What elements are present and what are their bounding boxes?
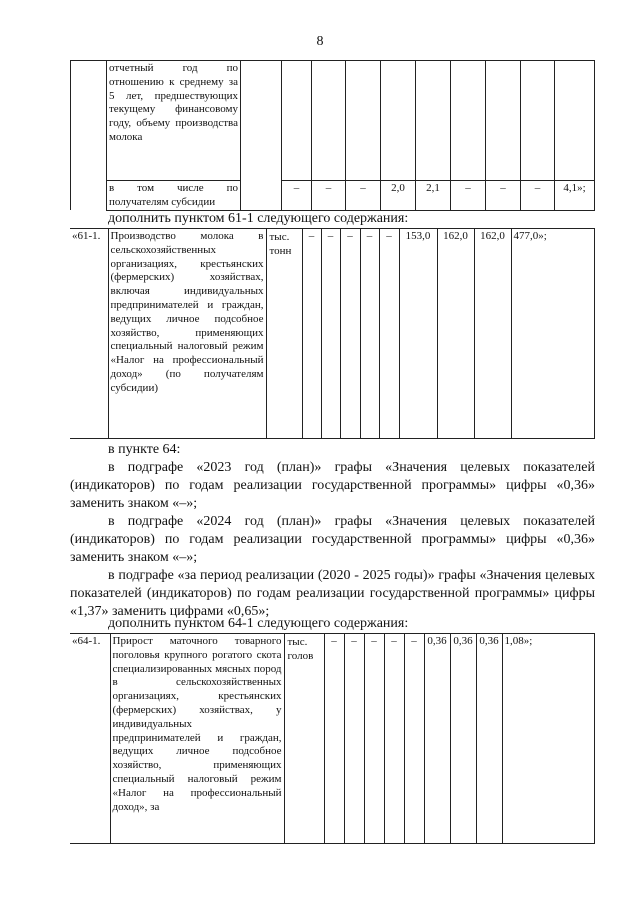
- item-number: «64-1.: [70, 634, 110, 844]
- unit-cell: тыс. голов: [284, 634, 324, 844]
- table-row: [71, 181, 595, 211]
- paragraph-period-2020-2025: в подграфе «за период реализации (2020 - 2025 годы)» графы «Значения целевых показателей (индикаторов) по годам реализации государственной программы» цифры «1,37» заменить цифрами «0,65»;: [70, 568, 595, 619]
- value-cell: –: [302, 229, 321, 439]
- value-cell: –: [321, 229, 340, 439]
- table-row: [71, 61, 595, 181]
- value-cell: 0,36: [450, 634, 476, 844]
- value-cell: –: [324, 634, 344, 844]
- value-cell: –: [486, 181, 521, 211]
- table-row: [70, 634, 594, 844]
- value-cell: –: [404, 634, 424, 844]
- add-item-64-1-line: дополнить пунктом 64-1 следующего содержания:: [108, 616, 409, 631]
- value-cell: –: [451, 181, 486, 211]
- value-cell: –: [521, 181, 555, 211]
- value-cell: –: [384, 634, 404, 844]
- item-64-heading: в пункте 64:: [108, 442, 181, 457]
- unit-cell: тыс. тонн: [266, 229, 302, 439]
- indicator-name: в том числе по получателям субсидии: [107, 181, 241, 211]
- item-number: «61-1.: [70, 229, 108, 439]
- table-item-64-1: [70, 633, 595, 844]
- page-number: 8: [316, 34, 324, 49]
- value-cell: –: [360, 229, 379, 439]
- value-cell: 162,0: [437, 229, 474, 439]
- value-cell: 153,0: [399, 229, 437, 439]
- cell-unit: [241, 61, 282, 211]
- table-row: [70, 229, 594, 439]
- table-item-61-continuation: [70, 60, 595, 211]
- value-cell: 162,0: [474, 229, 511, 439]
- value-cell: –: [282, 181, 312, 211]
- value-cell: 477,0»;: [511, 229, 594, 439]
- value-cell: 4,1»;: [555, 181, 595, 211]
- value-cell: –: [346, 181, 381, 211]
- indicator-name: отчетный год по отношению к среднему за 5 лет, предшествующих текущему финансовому году, объему производства молока: [107, 61, 241, 181]
- value-cell: –: [344, 634, 364, 844]
- add-item-61-1-line: дополнить пунктом 61-1 следующего содержания:: [108, 211, 409, 226]
- table-item-61-1: [70, 228, 595, 439]
- value-cell: –: [364, 634, 384, 844]
- value-cell: –: [379, 229, 399, 439]
- value-cell: 2,0: [381, 181, 416, 211]
- indicator-name: Прирост маточного товарного поголовья крупного рогатого скота специализированных мясных пород в сельскохозяйственных организациях, крестьянских (фермерских) хозяйствах, у индивидуальных предпринимателей и граждан, ведущих личное подсобное хозяйство, применяющих специальный налоговый режим «Налог на профессиональный доход», за: [110, 634, 284, 844]
- value-cell: –: [312, 181, 346, 211]
- value-cell: 2,1: [416, 181, 451, 211]
- paragraph-2024-plan: в подграфе «2024 год (план)» графы «Значения целевых показателей (индикаторов) по годам реализации государственной программы» цифры «0,36» заменить знаком «–»;: [70, 514, 595, 565]
- value-cell: 0,36: [424, 634, 450, 844]
- value-cell: 0,36: [476, 634, 502, 844]
- value-cell: 1,08»;: [502, 634, 594, 844]
- indicator-name: Производство молока в сельскохозяйственных организациях, крестьянских (фермерских) хозяйствах, включая индивидуальных предпринимателей и граждан, ведущих личное подсобное хозяйство, применяющих специальный налоговый режим «Налог на профессиональный доход» (по получателям субсидии): [108, 229, 266, 439]
- paragraph-2023-plan: в подграфе «2023 год (план)» графы «Значения целевых показателей (индикаторов) по годам реализации государственной программы» цифры «0,36» заменить знаком «–»;: [70, 460, 595, 511]
- cell-empty: [71, 61, 107, 211]
- value-cell: –: [340, 229, 360, 439]
